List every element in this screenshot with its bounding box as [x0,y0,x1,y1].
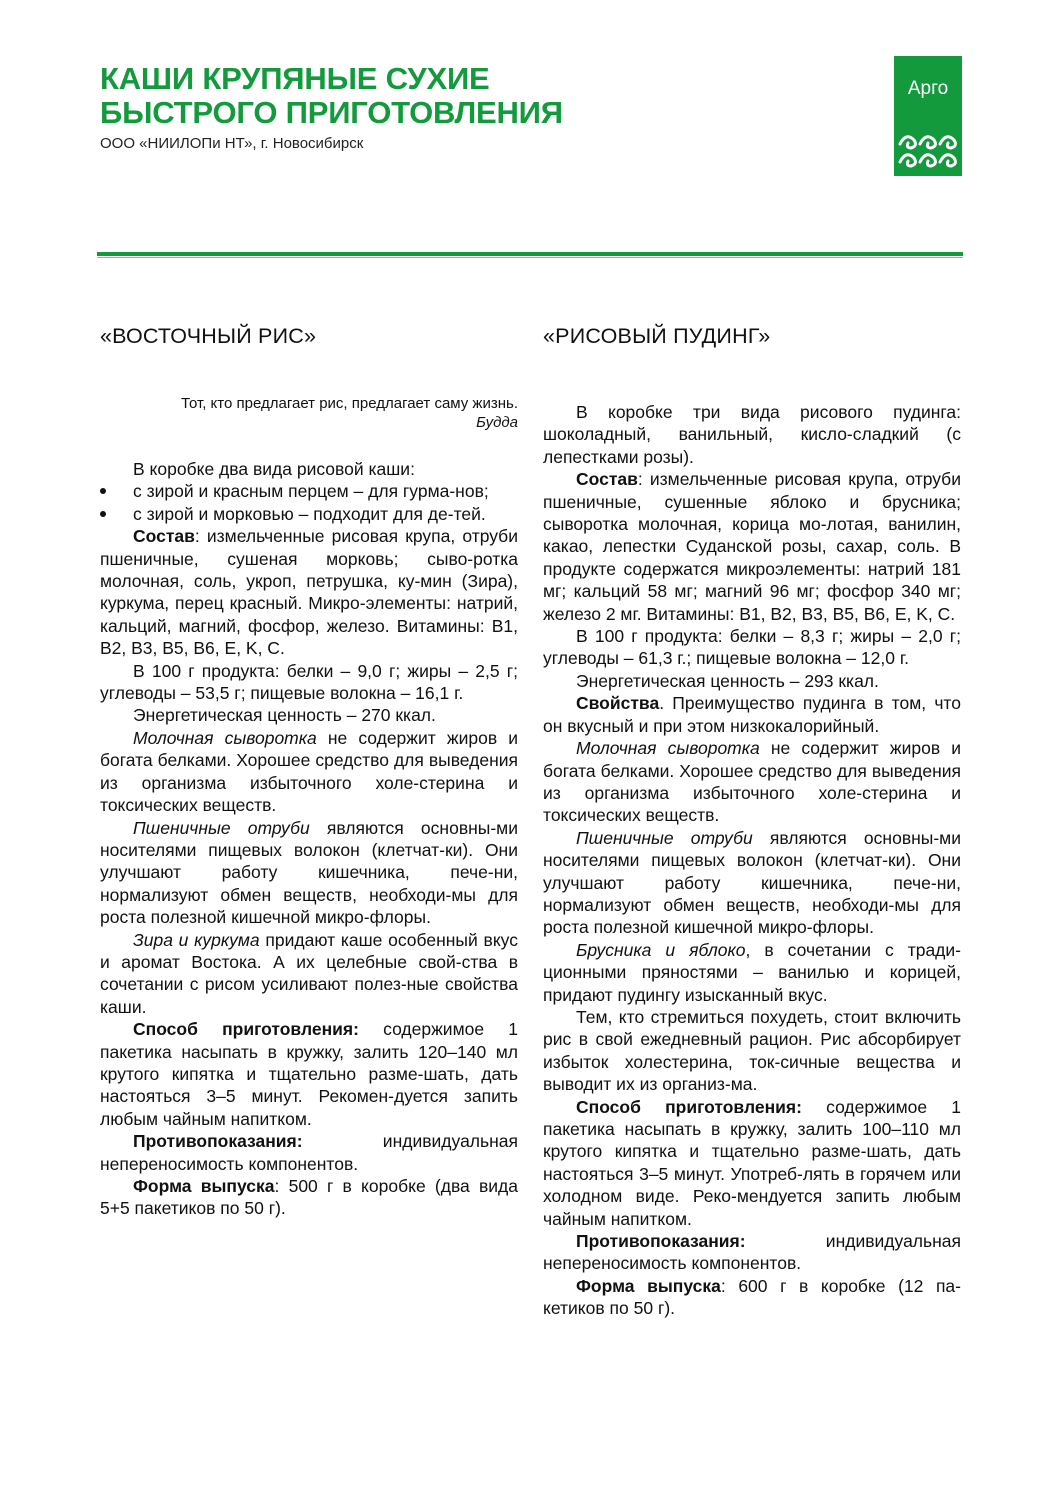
right-nutrition: В 100 г продукта: белки – 8,3 г; жиры – 2,0 г; углеводы – 61,3 г.; пищевые волокна – 12,0 г. [543,626,961,669]
berry-text: , в сочетании с тради-ционными пряностями – ванилью и корицей, придают пудингу изысканный вкус. [543,939,961,1005]
right-prep [543,1096,961,1230]
props-text: . Преимущество пудинга в том, что он вкусный и при этом низкокалорийный. [543,693,961,736]
left-form [100,1175,518,1220]
whey-label: Молочная сыворотка [133,727,317,748]
contra-label: Противопоказания: [133,1131,303,1152]
page-title-line-1: КАШИ КРУПЯНЫЕ СУХИЕ [100,61,490,96]
spice-label: Зира и куркума [133,929,260,950]
prep-text: содержимое 1 пакетика насыпать в кружку, залить 120–140 мл крутого кипятка и тщательно разме-шать, дать настояться 3–5 минут. Рекомен-дуется запить любым чайным напитком. [100,1019,518,1129]
page-title [100,62,740,130]
left-whey [100,727,518,817]
prep-text: содержимое 1 пакетика насыпать в кружку, залить 100–110 мл крутого кипятка и тщательно разме-шать, дать настояться 3–5 минут. Употреб-лять в горячем или холодном виде. Реко-мендуется запить любым чайным напитком. [543,1096,961,1229]
epigraph-text: Тот, кто предлагает рис, предлагает саму жизнь. [181,395,518,412]
logo-text: Арго [907,78,949,99]
right-whey [543,737,961,827]
composition-text: : измельченные рисовая крупа, отруби пшеничные, сушеная морковь; сыво-ротка молочная, соль, укроп, петрушка, ку-мин (Зира), куркума, перец красный. Микро-элементы: натрий, кальций, магний, фосфор, железо. Витамины: B1, B2, B3, B5, B6, E, K, C. [100,526,518,659]
epigraph-author: Будда [476,414,518,431]
list-item-text: с зирой и красным перцем – для гурма-нов; [133,481,489,502]
contra-label: Противопоказания: [576,1231,746,1252]
right-props [543,692,961,737]
right-diet: Тем, кто стремиться похудеть, стоит включить рис в свой ежедневный рацион. Рис абсорбирует избыток холестерина, ток-сичные вещества и выводит их из организ-ма. [543,1006,961,1095]
right-intro: В коробке три вида рисового пудинга: шоколадный, ванильный, кисло-сладкий (с лепестками розы). [543,402,961,467]
left-nutrition: В 100 г продукта: белки – 9,0 г; жиры – 2,5 г; углеводы – 53,5 г; пищевые волокна – 16,1 г. [100,660,518,704]
spice-text: придают каше особенный вкус и аромат Востока. А их целебные свой-ства в сочетании с рисом усиливают полез-ные свойства каши. [100,929,518,1017]
list-item [100,503,518,525]
form-text: : 600 г в коробке (12 па-кетиков по 50 г). [543,1275,961,1319]
right-column [543,322,961,1320]
list-item [100,480,518,502]
bran-label: Пшеничные отруби [133,817,310,838]
list-item-text: с зирой и морковью – подходит для де-тей. [133,503,486,524]
whey-text: не содержит жиров и богата белками. Хорошее средство для выведения из организма избыточного холе-стерина и токсических веществ. [543,738,961,826]
left-contra [100,1130,518,1175]
right-contra [543,1230,961,1275]
berry-label: Брусника и яблоко [576,939,746,960]
right-berry [543,939,961,1006]
right-bran [543,827,961,939]
composition-text: : измельченные рисовая крупа, отруби пшеничные, сушенные яблоко и брусника; сыворотка молочная, корица мо-лотая, ванилин, какао, лепестки Суданской розы, сахар, соль. В продукте содержатся микроэлементы: натрий 181 мг; кальций 58 мг; магний 96 мг; фосфор 340 мг; железо 2 мг. Витамины: B1, B2, B3, B5, B6, E, K, C. [543,469,961,624]
left-bullet-list [100,480,518,525]
composition-label: Состав [133,526,195,547]
bran-label: Пшеничные отруби [576,827,753,848]
left-bran [100,817,518,929]
form-text: : 500 г в коробке (два вида 5+5 пакетиков по 50 г). [100,1176,518,1219]
prep-label: Способ приготовления: [576,1096,802,1117]
form-label: Форма выпуска [576,1275,721,1296]
whey-label: Молочная сыворотка [576,738,760,759]
whey-text: не содержит жиров и богата белками. Хорошее средство для выведения из организма избыточного холе-стерина и токсических веществ. [100,727,518,816]
left-energy: Энергетическая ценность – 270 ккал. [133,705,436,726]
bullet-icon [100,488,106,494]
right-energy: Энергетическая ценность – 293 ккал. [576,670,879,691]
header-divider [97,252,963,256]
contra-text: индивидуальная непереносимость компонентов. [100,1131,518,1174]
form-label: Форма выпуска [133,1176,275,1196]
left-prep [100,1018,518,1130]
left-composition [100,525,518,659]
epigraph [100,394,518,432]
left-column [100,322,518,1220]
contra-text: индивидуальная непереносимость компонентов. [543,1231,961,1274]
bran-text: являются основны-ми носителями пищевых волокон (клетчат-ки). Они улучшают работу кишечника, пече-ни, нормализуют обмен веществ, необходи-мы для роста полезной кишечной микро-флоры. [100,817,518,928]
right-heading: «РИСОВЫЙ ПУДИНГ» [543,324,771,348]
right-composition [543,468,961,625]
props-label: Свойства [576,693,660,714]
left-intro: В коробке два вида рисовой каши: [133,459,415,479]
bran-text: являются основны-ми носителями пищевых волокон (клетчат-ки). Они улучшают работу кишечника, пече-ни, нормализуют обмен веществ, необходи-мы для роста полезной кишечной микро-флоры. [543,827,961,938]
right-form [543,1275,961,1320]
left-heading: «ВОСТОЧНЫЙ РИС» [100,324,317,348]
company-subtitle: ООО «НИИЛОПи НТ», г. Новосибирск [100,135,364,152]
header-divider-thin [97,257,963,258]
composition-label: Состав [576,469,638,490]
prep-label: Способ приготовления: [133,1019,359,1040]
argo-logo [894,56,962,176]
left-spice [100,929,518,1019]
page-title-line-2: БЫСТРОГО ПРИГОТОВЛЕНИЯ [100,95,563,130]
bullet-icon [100,511,106,517]
